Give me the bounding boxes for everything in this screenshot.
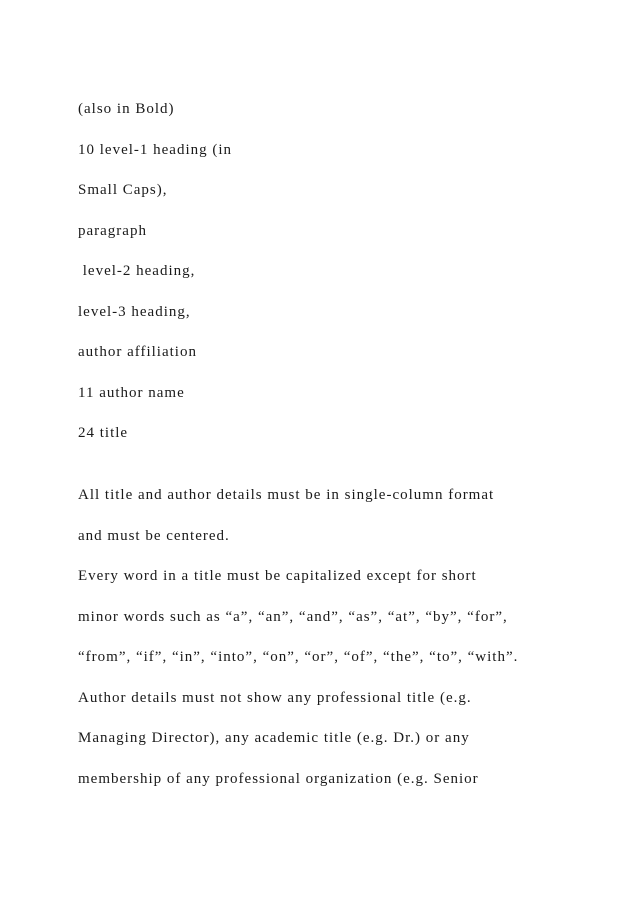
text-line-title: 24 title bbox=[78, 425, 129, 441]
text-line-level2-heading: level-2 heading, bbox=[78, 263, 196, 279]
body-line-8: membership of any professional organization (e.g. Senior bbox=[78, 771, 479, 787]
text-line-paragraph: paragraph bbox=[78, 223, 147, 239]
text-line-also-in-bold: (also in Bold) bbox=[78, 101, 175, 117]
body-line-5: “from”, “if”, “in”, “into”, “on”, “or”, “of”, “the”, “to”, “with”. bbox=[78, 649, 519, 665]
body-line-6: Author details must not show any professional title (e.g. bbox=[78, 690, 472, 706]
text-line-small-caps: Small Caps), bbox=[78, 182, 168, 198]
body-line-4: minor words such as “a”, “an”, “and”, “as”, “at”, “by”, “for”, bbox=[78, 609, 508, 625]
text-line-level3-heading: level-3 heading, bbox=[78, 304, 191, 320]
text-line-author-affiliation: author affiliation bbox=[78, 344, 197, 360]
text-line-author-name: 11 author name bbox=[78, 385, 185, 401]
body-line-3: Every word in a title must be capitalized except for short bbox=[78, 568, 477, 584]
text-line-level1-heading: 10 level-1 heading (in bbox=[78, 142, 233, 158]
body-line-2: and must be centered. bbox=[78, 528, 230, 544]
body-line-1: All title and author details must be in single-column format bbox=[78, 487, 495, 503]
body-line-7: Managing Director), any academic title (e.g. Dr.) or any bbox=[78, 730, 470, 746]
